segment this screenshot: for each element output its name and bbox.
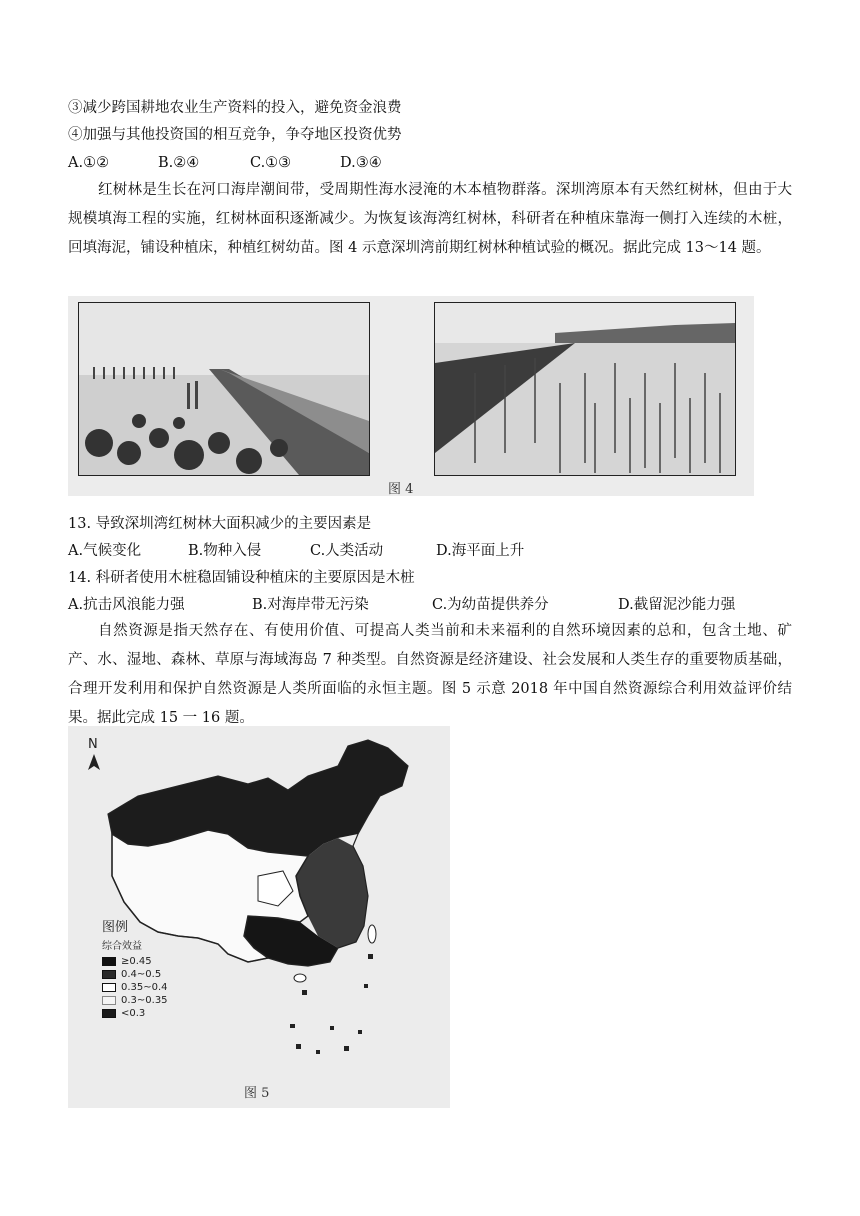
figure-4 (68, 296, 754, 496)
q14-stem: 14. 科研者使用木桩稳固铺设种植床的主要原因是木桩 (68, 570, 415, 586)
q13-option-d: D.海平面上升 (436, 543, 525, 559)
q14-options (68, 594, 735, 616)
mangrove-passage: 红树林是生长在河口海岸潮间带，受周期性海水浸淹的木本植物群落。深圳湾原本有天然红树林，但由于大规模填海工程的实施，红树林面积逐渐减少。为恢复该海湾红树林，科研者在种植床靠海一侧打入连续的木桩，回填海泥，铺设种植床，种植红树幼苗。图 4 示意深圳湾前期红树林种植试验的概况。据此完成 13～14 题。 (68, 182, 792, 256)
legend-item: 0.35~0.4 (102, 981, 168, 994)
q13-option-b: B.物种入侵 (188, 543, 262, 559)
figure-4-caption: 图 4 (388, 482, 414, 497)
map-legend (102, 916, 168, 1020)
south-sea-islands (290, 954, 373, 1054)
q12-option-d: D.③④ (340, 155, 382, 171)
north-arrow-icon (88, 754, 100, 770)
q14-option-d: D.截留泥沙能力强 (618, 597, 736, 613)
taiwan (368, 925, 376, 943)
region-north-dark (108, 740, 408, 856)
q12-options (68, 152, 382, 174)
q14-option-b: B.对海岸带无污染 (252, 597, 369, 613)
figure-5 (68, 726, 450, 1108)
legend-item: 0.4~0.5 (102, 968, 168, 981)
mangrove-photo-right (434, 302, 736, 476)
q13-stem: 13. 导致深圳湾红树林大面积减少的主要因素是 (68, 516, 372, 532)
q13-options (68, 540, 524, 562)
q12-item-4: ④加强与其他投资国的相互竞争，争夺地区投资优势 (68, 127, 402, 143)
legend-item: ≥0.45 (102, 955, 168, 968)
q12-option-b: B.②④ (158, 155, 200, 171)
q14-option-c: C.为幼苗提供养分 (432, 597, 549, 613)
legend-subtitle: 综合效益 (102, 941, 142, 952)
q13-option-a: A.气候变化 (68, 543, 142, 559)
legend-item: <0.3 (102, 1007, 168, 1020)
hainan (294, 974, 306, 982)
figure-5-caption: 图 5 (244, 1086, 270, 1101)
q14-option-a: A.抗击风浪能力强 (68, 597, 185, 613)
legend-item: 0.3~0.35 (102, 994, 168, 1007)
mangrove-photo-left (78, 302, 370, 476)
q12-item-3: ③减少跨国耕地农业生产资料的投入，避免资金浪费 (68, 100, 402, 116)
q13-option-c: C.人类活动 (310, 543, 384, 559)
legend-title: 图例 (102, 920, 129, 935)
q12-option-a: A.①② (68, 155, 110, 171)
north-label: N (88, 737, 98, 752)
resources-passage: 自然资源是指天然存在、有使用价值、可提高人类当前和未来福利的自然环境因素的总和，包含土地、矿产、水、湿地、森林、草原与海域海岛 7 种类型。自然资源是经济建设、社会发展和人类生存的重要物质基础，合理开发利用和保护自然资源是人类所面临的永恒主题。图 5 示意 2018 年中国自然资源综合利用效益评价结果。据此完成 15 一 16 题。 (68, 623, 792, 726)
q12-option-c: C.①③ (250, 155, 292, 171)
